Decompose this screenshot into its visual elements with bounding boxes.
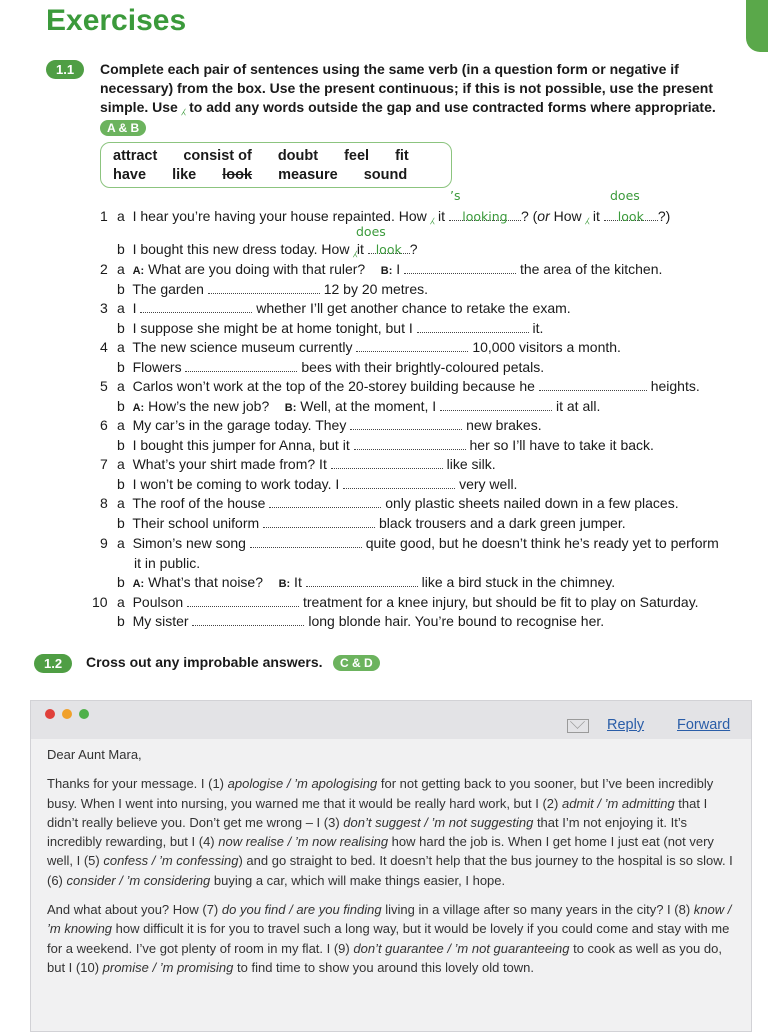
question-9a: a Simon’s new song quite good, but he doesn’t think he’s ready yet to perform: [117, 535, 719, 551]
question-6b: b I bought this jumper for Anna, but it her so I’ll have to take it back.: [117, 437, 654, 453]
handwritten-does: does: [610, 188, 640, 203]
question-number: 4: [100, 339, 108, 355]
question-2b: b The garden 12 by 20 metres.: [117, 281, 428, 297]
box-word: consist of: [183, 148, 252, 164]
question-2a: a A: What are you doing with that ruler? B: I the area of the kitchen.: [117, 261, 663, 277]
answer-gap: [354, 437, 466, 450]
box-word: feel: [344, 148, 370, 164]
email-greeting: Dear Aunt Mara,: [47, 747, 142, 762]
question-number: 3: [100, 300, 108, 316]
answer-gap: look: [368, 241, 410, 254]
answer-option[interactable]: confess / ’m confessing: [103, 853, 239, 869]
answer-gap: [192, 613, 304, 626]
question-8a: a The roof of the house only plastic sheets nailed down in a few places.: [117, 495, 679, 511]
question-5a: a Carlos won’t work at the top of the 20-storey building because he heights.: [117, 378, 700, 394]
box-word: sound: [363, 167, 408, 183]
handwritten-s: ’s: [450, 188, 461, 203]
answer-gap: looking: [449, 208, 521, 221]
handwritten-does: does: [356, 224, 386, 239]
box-word: fit: [395, 148, 409, 164]
close-dot-icon[interactable]: [45, 709, 55, 719]
question-10b: b My sister long blonde hair. You’re bound to recognise her.: [117, 613, 605, 629]
exercise-1-1-instructions: Complete each pair of sentences using the same verb (in a question form or negative if necessary) from the box. Use the present continuous; if this is not possible, use the present simple. Use ⁁ to add any words outside the gap and use contracted forms where appropriate.: [100, 61, 716, 115]
answer-gap: [331, 456, 443, 469]
answer-gap: [343, 476, 455, 489]
forward-link[interactable]: Forward: [677, 717, 731, 733]
question-9b: b A: What’s that noise? B: It like a bird stuck in the chimney.: [117, 574, 616, 590]
question-3a: a I whether I’ll get another chance to retake the exam.: [117, 300, 571, 316]
question-number: 2: [100, 261, 108, 277]
question-8b: b Their school uniform black trousers and a dark green jumper.: [117, 515, 626, 531]
exercise-badge-1-2: 1.2: [34, 654, 72, 673]
exercise-1-2-instructions: Cross out any improbable answers.: [86, 654, 323, 670]
question-number: 6: [100, 417, 108, 433]
question-number: 9: [100, 535, 108, 551]
answer-gap: [208, 281, 320, 294]
answer-option[interactable]: don’t guarantee / ’m not guaranteeing: [353, 940, 570, 956]
answer-gap: [140, 300, 252, 313]
question-1b: b I bought this new dress today. How ⁁it look ?: [117, 241, 418, 257]
answer-gap: [356, 339, 468, 352]
minimise-dot-icon[interactable]: [62, 709, 72, 719]
answer-option[interactable]: promise / ’m promising: [102, 959, 234, 975]
page-title: Exercises: [46, 4, 187, 37]
answer-gap: [350, 417, 462, 430]
answer-option[interactable]: consider / ’m considering: [66, 872, 211, 888]
answer-gap: [250, 535, 362, 548]
page-tab: [746, 0, 768, 52]
envelope-icon: [567, 719, 589, 733]
email-window: [30, 700, 752, 1032]
section-pill-ab: A & B: [100, 120, 146, 136]
answer-option[interactable]: do you find / are you finding: [221, 902, 382, 918]
answer-gap: [269, 495, 381, 508]
box-word: doubt: [277, 148, 319, 164]
email-paragraph-2: And what about you? How (7) do you find / are you finding living in a village after so many years in the city? I (8) know / ’m knowing how difficult it is for you to travel such a long way, but it would be lovely if you could come and stay with me for a weekend. I’ve got plenty of room in my flat. I (9) don’t guarantee / ’m not guaranteeing to cook as well as you do, but I (10) promise / ’m promising to find time to show you around this lovely old town.: [47, 902, 732, 975]
exercise-badge-1-1: 1.1: [46, 60, 84, 79]
answer-gap: look: [604, 208, 658, 221]
question-number: 5: [100, 378, 108, 394]
question-4a: a The new science museum currently 10,000 visitors a month.: [117, 339, 621, 355]
question-6a: a My car’s in the garage today. They new brakes.: [117, 417, 542, 433]
answer-gap: [263, 515, 375, 528]
question-10a: a Poulson treatment for a knee injury, but should be fit to play on Saturday.: [117, 594, 699, 610]
box-word: look: [222, 167, 253, 183]
email-paragraph-1: Thanks for your message. I (1) apologise / ’m apologising for not getting back to you sooner, but I’ve been incredibly busy. When I went into nursing, you warned me that it would be really hard work, but I (2) admit / ’m admitting that I didn’t really believe you. Don’t get me wrong – I (3) don’t suggest / ’m not suggesting that I’m not enjoying it. It’s incredibly rewarding, but I (4) now realise / ’m now realising how hard the job is. When I get home I just eat (not very well, I (5) confess / ’m confessing) and go straight to bed. It doesn’t help that the bus journey to the hospital is so slow. I (6) consider / ’m considering buying a car, which will make things easier, I hope.: [47, 776, 733, 888]
question-number: 8: [100, 495, 108, 511]
answer-option[interactable]: now realise / ’m now realising: [218, 834, 389, 850]
answer-gap: [187, 594, 299, 607]
box-word: have: [113, 167, 147, 183]
question-3b: b I suppose she might be at home tonight, but I it.: [117, 320, 544, 336]
question-1a: a I hear you’re having your house repainted. How ⁁ it looking ? (or How ⁁ it look ?): [117, 208, 671, 224]
question-7a: a What’s your shirt made from? It like silk.: [117, 456, 496, 472]
answer-gap: [417, 320, 529, 333]
reply-link[interactable]: Reply: [607, 717, 645, 733]
box-word: like: [172, 167, 197, 183]
question-number: 10: [92, 594, 108, 610]
question-7b: b I won’t be coming to work today. I very well.: [117, 476, 518, 492]
caret-icon: ⁁: [181, 99, 186, 115]
answer-gap: [539, 378, 647, 391]
question-number: 7: [100, 456, 108, 472]
box-word: measure: [278, 167, 338, 183]
email-body: [47, 745, 735, 987]
answer-gap: [306, 574, 418, 587]
answer-option[interactable]: don’t suggest / ’m not suggesting: [343, 814, 534, 830]
answer-gap: [404, 261, 516, 274]
answer-gap: [440, 398, 552, 411]
question-number: 1: [100, 208, 108, 224]
answer-option[interactable]: know / ’m knowing: [47, 902, 732, 937]
question-9a-cont: it in public.: [134, 555, 201, 571]
section-pill-cd: C & D: [333, 655, 380, 671]
maximise-dot-icon[interactable]: [79, 709, 89, 719]
answer-option[interactable]: apologise / ’m apologising: [227, 776, 378, 792]
answer-gap: [185, 359, 297, 372]
answer-option[interactable]: admit / ’m admitting: [561, 795, 675, 811]
box-word: attract: [113, 148, 158, 164]
question-4b: b Flowers bees with their brightly-coloured petals.: [117, 359, 545, 375]
question-5b: b A: How’s the new job? B: Well, at the moment, I it at all.: [117, 398, 601, 414]
word-box: [100, 142, 452, 188]
